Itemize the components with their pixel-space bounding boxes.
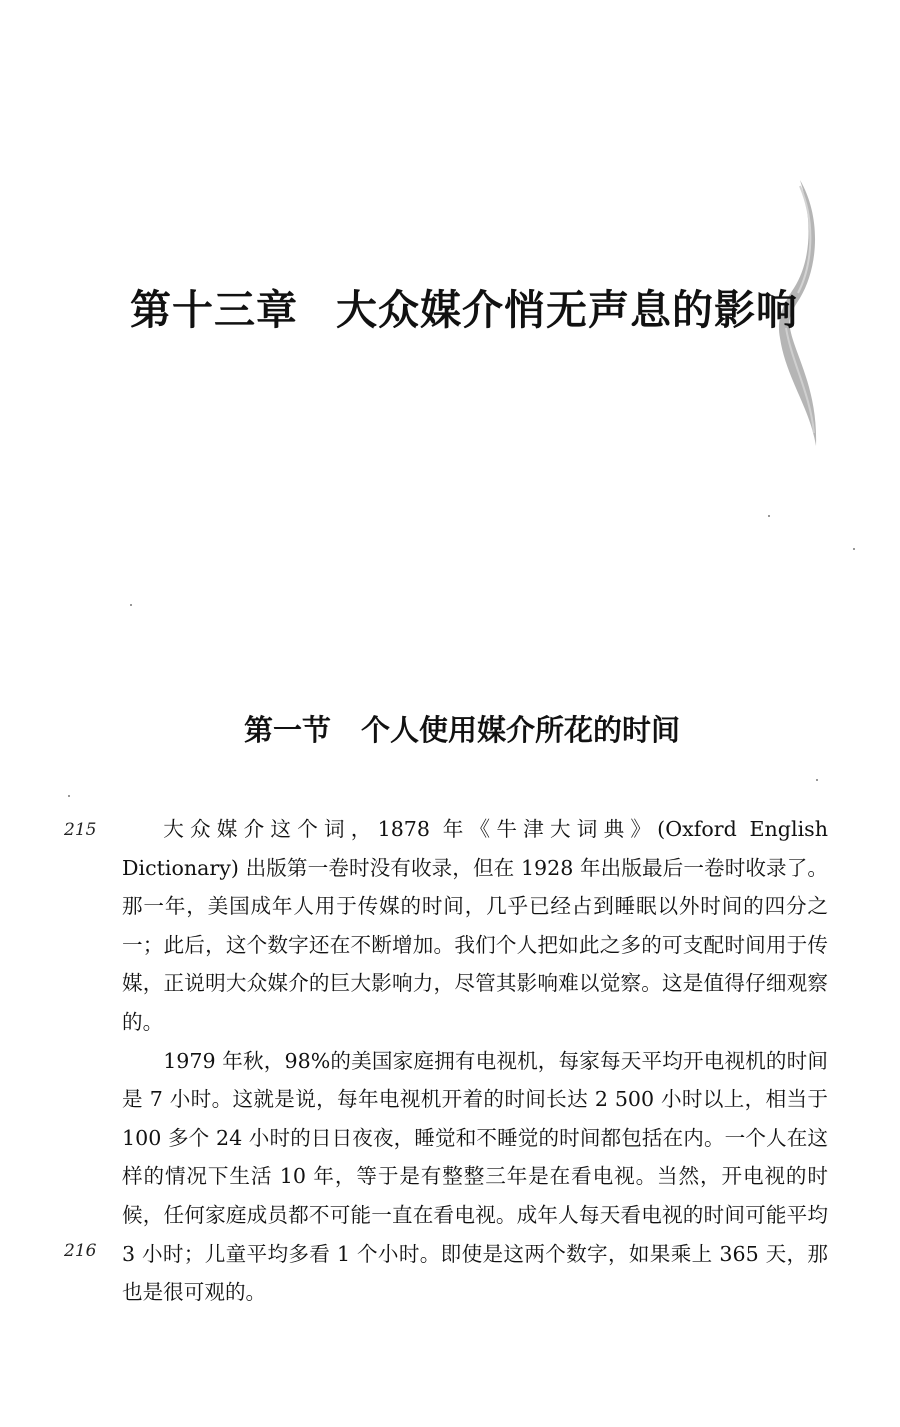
chapter-label: 第十三章 xyxy=(130,286,298,334)
margin-page-number: 215 xyxy=(64,820,97,840)
body-text xyxy=(122,810,828,1312)
paragraph: 大众媒介这个词，1878 年《牛津大词典》(Oxford English Dictionary) 出版第一卷时没有收录，但在 1928 年出版最后一卷时收录了。那一年，美国成年人用于传媒的时间，几乎已经占到睡眠以外时间的四分之一；此后，这个数字还在不断增加。我们个人把如此之多的可支配时间用于传媒，正说明大众媒介的巨大影响力，尽管其影响难以觉察。这是值得仔细观察的。 xyxy=(122,817,828,1034)
scan-speck xyxy=(853,548,855,550)
scan-speck xyxy=(816,779,818,781)
margin-page-number: 216 xyxy=(64,1241,97,1261)
scan-speck xyxy=(130,604,132,606)
chapter-heading xyxy=(130,282,798,338)
section-title: 个人使用媒介所花的时间 xyxy=(361,713,681,747)
section-label: 第一节 xyxy=(244,713,332,747)
scan-speck xyxy=(68,795,70,797)
chapter-title: 大众媒介悄无声息的影响 xyxy=(336,286,798,334)
scan-speck xyxy=(768,515,770,517)
paragraph: 1979 年秋，98%的美国家庭拥有电视机，每家每天平均开电视机的时间是 7 小时。这就是说，每年电视机开着的时间长达 2 500 小时以上，相当于 100 多个 24 小时的日日夜夜，睡觉和不睡觉的时间都包括在内。一个人在这样的情况下生活 10 年，等于是有整整三年是在看电视。当然，开电视的时候，任何家庭成员都不可能一直在看电视。成年人每天看电视的时间可能平均 3 小时；儿童平均多看 1 个小时。即使是这两个数字，如果乘上 365 天，那也是很可观的。 xyxy=(122,1048,828,1305)
section-heading xyxy=(244,708,744,752)
